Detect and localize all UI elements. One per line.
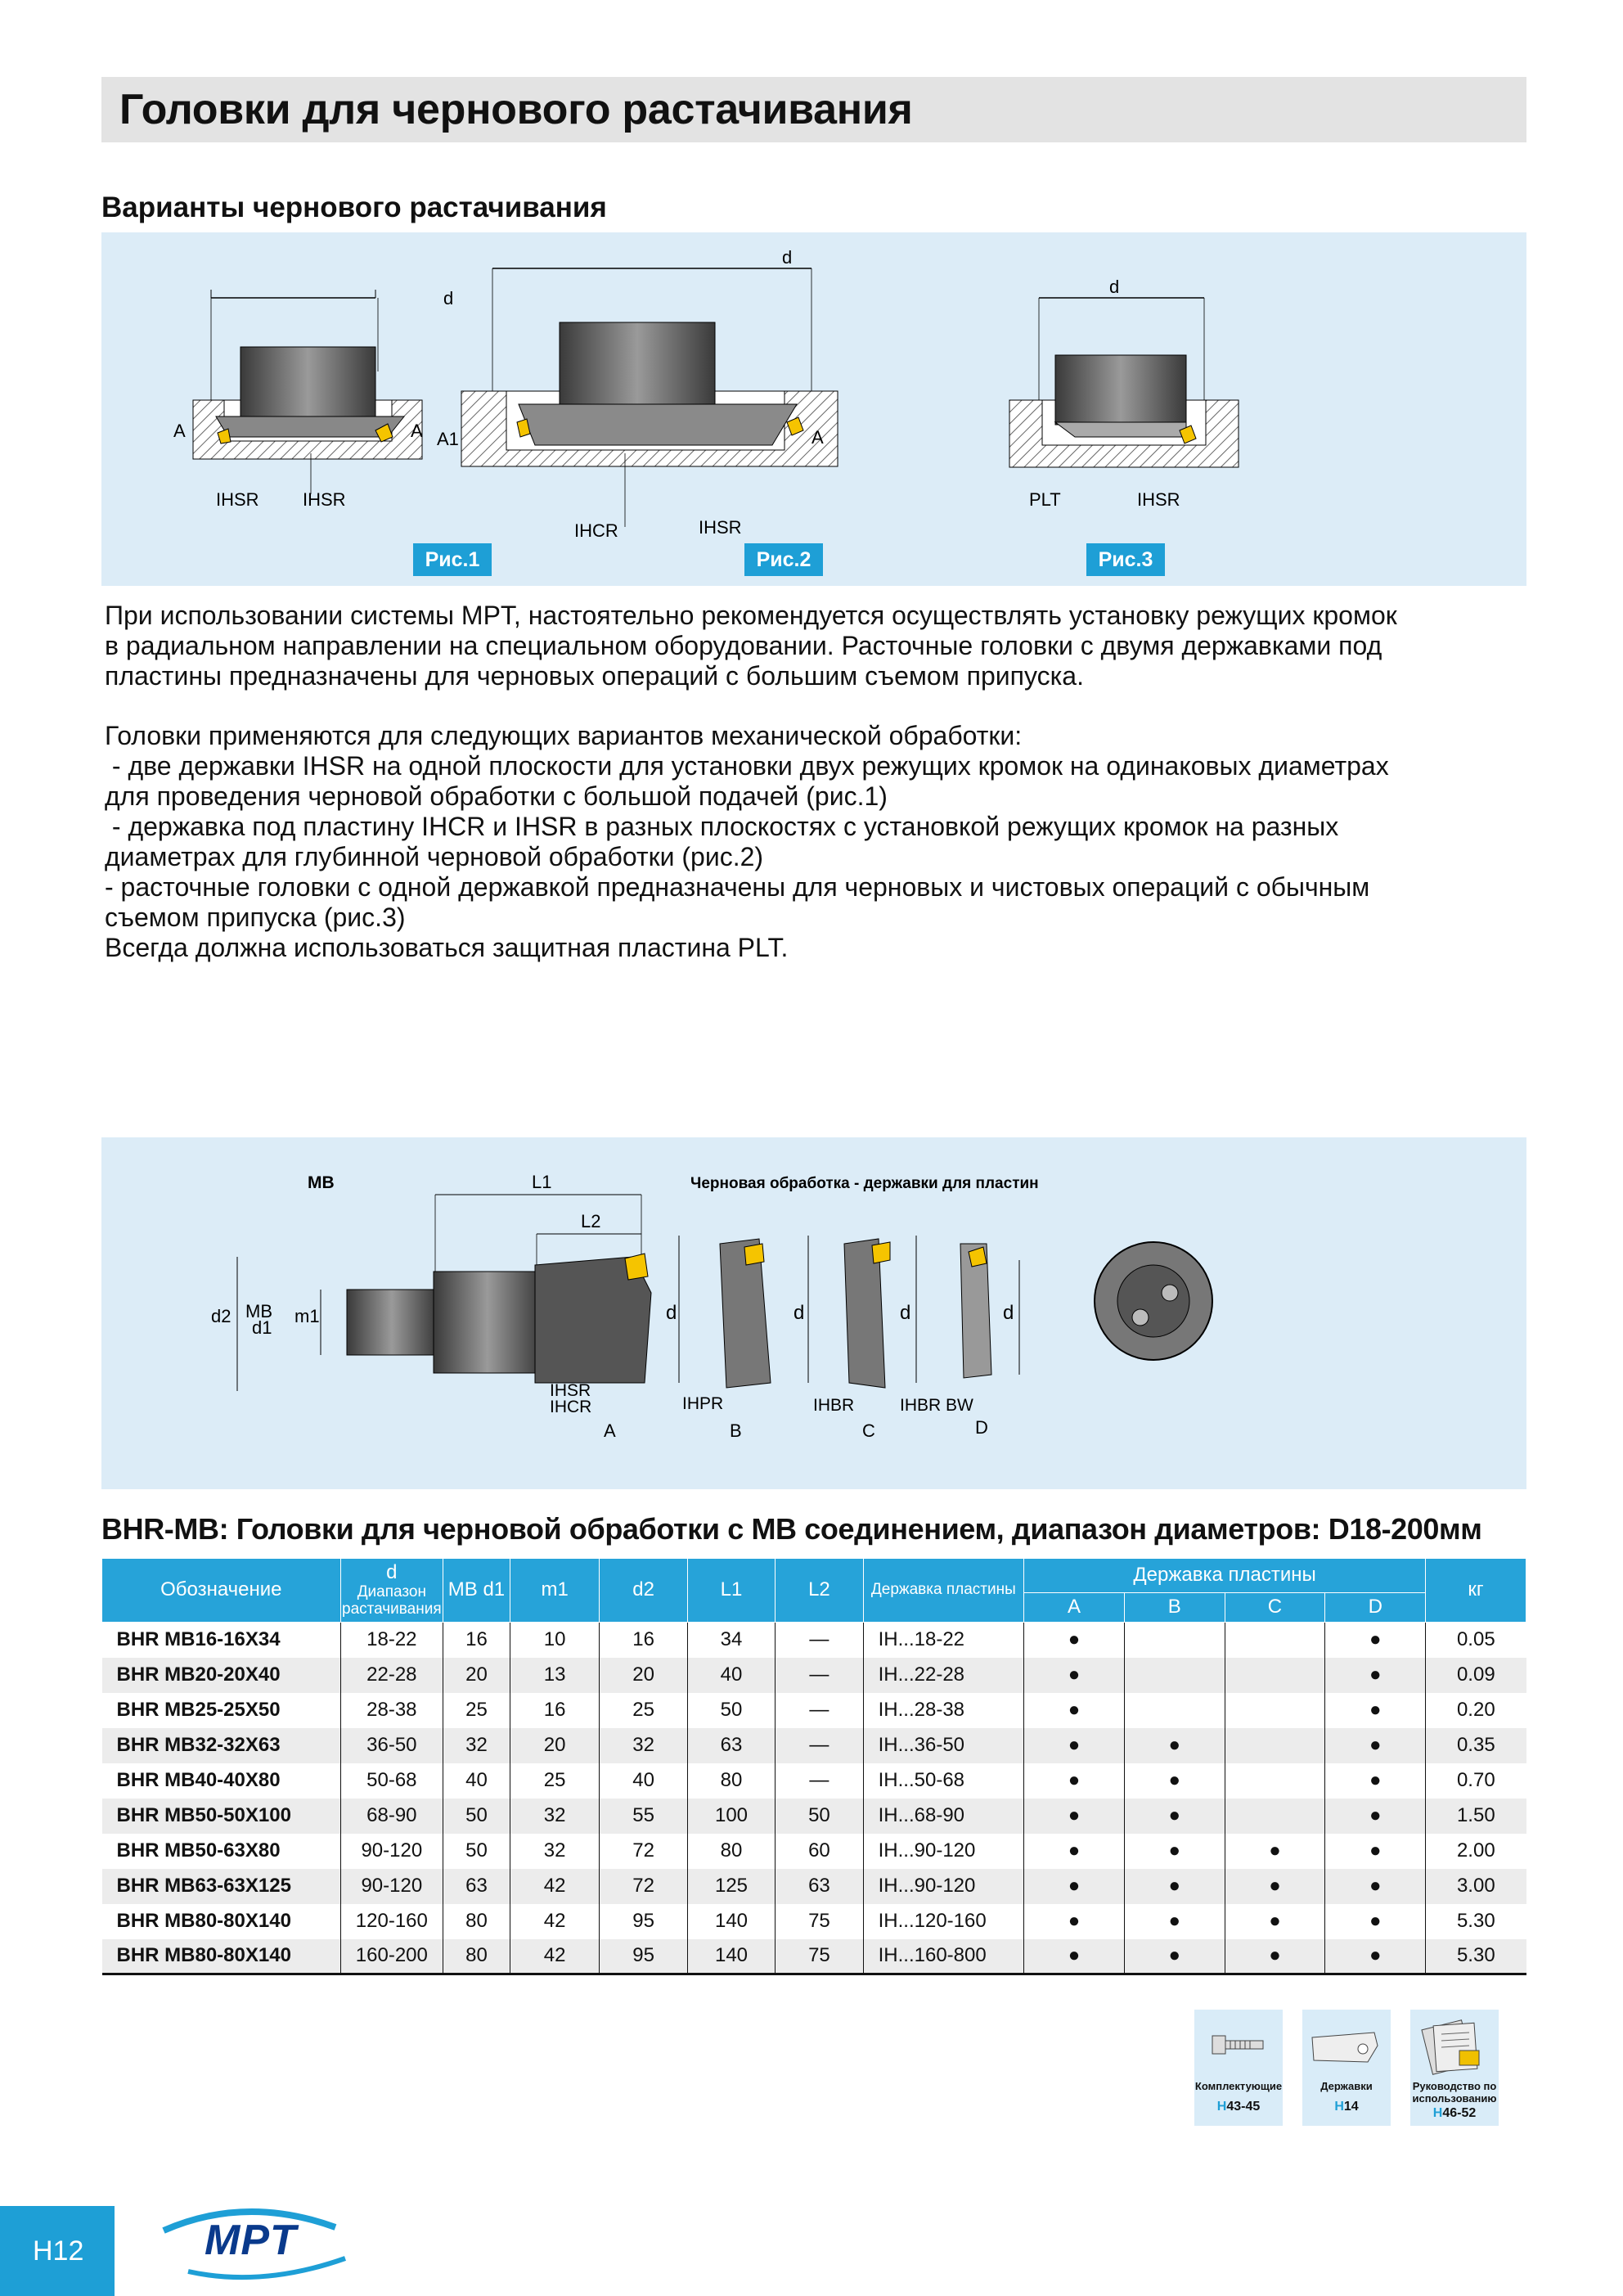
table-cell: ● <box>1325 1763 1426 1799</box>
fig3-ihsr: IHSR <box>1137 489 1180 510</box>
table-cell: 50-68 <box>340 1763 443 1799</box>
table-cell: 40 <box>443 1763 510 1799</box>
table-cell: ● <box>1225 1834 1325 1869</box>
table-cell: 2.00 <box>1426 1834 1526 1869</box>
ihbr-bw-label: IHBR BW <box>900 1396 973 1415</box>
fig1-ihsr-left: IHSR <box>216 489 259 510</box>
table-cell: 16 <box>510 1693 599 1728</box>
d2-label: d2 <box>211 1306 232 1326</box>
table-cell: IH...18-22 <box>863 1623 1023 1658</box>
th-l1: L1 <box>687 1559 775 1623</box>
table-cell <box>1124 1693 1225 1728</box>
mb-drawing-panel <box>101 1137 1526 1489</box>
table-cell: ● <box>1325 1834 1426 1869</box>
table-cell: ● <box>1225 1904 1325 1939</box>
mb-caption: Черновая обработка - державки для пластин <box>690 1175 1039 1192</box>
table-cell: IH...22-28 <box>863 1658 1023 1693</box>
para2-line: для проведения черновой обработки с большой подачей (рис.1) <box>105 781 888 811</box>
description-para2 <box>105 721 1528 963</box>
table-cell: ● <box>1325 1623 1426 1658</box>
table-cell: — <box>776 1763 863 1799</box>
table-row <box>102 1658 1526 1693</box>
table-cell: ● <box>1325 1658 1426 1693</box>
table-cell: 0.70 <box>1426 1763 1526 1799</box>
fig2-ihcr: IHCR <box>574 520 618 541</box>
table-cell: 42 <box>510 1904 599 1939</box>
table-row <box>102 1834 1526 1869</box>
d-letter-label: D <box>975 1417 988 1438</box>
table-cell: ● <box>1024 1869 1125 1904</box>
table-cell: ● <box>1024 1693 1125 1728</box>
fig2-ihsr: IHSR <box>699 517 742 538</box>
cell-designation: BHR MB80-80X140 <box>116 1910 291 1932</box>
th-holder-group: Державка пластины <box>1024 1559 1426 1593</box>
table-cell: 20 <box>600 1658 687 1693</box>
th-d-letter: d <box>386 1561 398 1584</box>
table-cell: 50 <box>776 1799 863 1834</box>
table-cell: ● <box>1024 1728 1125 1763</box>
table-cell: — <box>776 1728 863 1763</box>
table-cell <box>1225 1693 1325 1728</box>
cell-designation: BHR MB50-50X100 <box>102 1799 341 1834</box>
th-d2: d2 <box>600 1559 687 1623</box>
table-cell: 32 <box>443 1728 510 1763</box>
table-cell: 63 <box>776 1869 863 1904</box>
table-row <box>102 1693 1526 1728</box>
c-label: C <box>862 1420 875 1441</box>
table-row <box>102 1939 1526 1974</box>
table-cell: IH...120-160 <box>863 1904 1023 1939</box>
table-cell: 90-120 <box>340 1869 443 1904</box>
ref-holders-code <box>1302 2100 1391 2114</box>
table-cell: 140 <box>687 1904 775 1939</box>
th-a: A <box>1024 1593 1125 1623</box>
table-cell <box>1225 1799 1325 1834</box>
para2-line: Всегда должна использоваться защитная пластина PLT. <box>105 933 789 962</box>
ref-manual-pages: 46-52 <box>1442 2106 1477 2120</box>
ref-manual[interactable] <box>1410 2010 1499 2126</box>
table-cell: ● <box>1024 1658 1125 1693</box>
table-cell: 25 <box>600 1693 687 1728</box>
spec-table <box>101 1558 1526 1975</box>
table-cell: ● <box>1325 1939 1426 1974</box>
table-cell: ● <box>1325 1869 1426 1904</box>
table-cell: 60 <box>776 1834 863 1869</box>
cell-designation: BHR MB32-32X63 <box>102 1728 341 1763</box>
table-cell: 0.05 <box>1426 1623 1526 1658</box>
para1-line: При использовании системы MPT, настоятельно рекомендуется осуществлять установку режущих кромок <box>105 601 1397 630</box>
ref-accessories-code <box>1194 2100 1283 2114</box>
ref-holders-pages: 14 <box>1343 2100 1359 2114</box>
table-cell: ● <box>1124 1939 1225 1974</box>
variants-heading: Варианты чернового растачивания <box>101 191 607 223</box>
table-cell: ● <box>1124 1834 1225 1869</box>
holder-icon <box>1302 2016 1391 2073</box>
table-cell: — <box>776 1658 863 1693</box>
l1-label: L1 <box>532 1172 552 1192</box>
d-label-b: d <box>794 1302 805 1324</box>
variants-figure-panel <box>101 232 1526 586</box>
table-cell: ● <box>1325 1693 1426 1728</box>
table-cell: 75 <box>776 1904 863 1939</box>
table-cell: 34 <box>687 1623 775 1658</box>
table-cell: 140 <box>687 1939 775 1974</box>
cell-designation: BHR MB20-20X40 <box>102 1658 341 1693</box>
table-cell: ● <box>1225 1869 1325 1904</box>
table-cell: 100 <box>687 1799 775 1834</box>
table-cell: 32 <box>510 1799 599 1834</box>
table-cell: 120-160 <box>340 1904 443 1939</box>
table-cell: 22-28 <box>340 1658 443 1693</box>
table-cell: IH...90-120 <box>863 1869 1023 1904</box>
ref-holders[interactable] <box>1302 2010 1391 2126</box>
fig3-d-label: d <box>1109 277 1120 297</box>
table-cell: 36-50 <box>340 1728 443 1763</box>
ref-manual-label: Руководство по использованию <box>1412 2080 1497 2105</box>
table-cell: 16 <box>600 1623 687 1658</box>
table-cell: ● <box>1024 1834 1125 1869</box>
ihpr-label: IHPR <box>682 1394 724 1413</box>
table-cell <box>1225 1658 1325 1693</box>
fig1-badge: Рис.1 <box>413 543 492 576</box>
cell-designation: BHR MB50-63X80 <box>116 1839 281 1862</box>
table-cell: — <box>776 1693 863 1728</box>
table-cell: 0.09 <box>1426 1658 1526 1693</box>
a-label: A <box>604 1420 616 1441</box>
table-cell: IH...68-90 <box>863 1799 1023 1834</box>
th-holder-col: Державка пластины <box>863 1559 1023 1623</box>
screw-icon <box>1194 2018 1283 2075</box>
l2-label: L2 <box>581 1211 601 1231</box>
table-cell: 40 <box>687 1658 775 1693</box>
th-d <box>340 1559 443 1623</box>
ref-accessories-label: Комплектующие <box>1194 2080 1283 2092</box>
table-cell: ● <box>1124 1763 1225 1799</box>
th-range: Диапазон растачивания <box>342 1582 442 1618</box>
d-label-a: d <box>666 1302 677 1324</box>
table-cell: 80 <box>687 1763 775 1799</box>
fig2-a-label: A <box>812 427 824 448</box>
d-label-d: d <box>1003 1302 1014 1324</box>
page-number: H12 <box>0 2206 115 2296</box>
th-kg: кг <box>1426 1559 1526 1623</box>
ref-manual-code <box>1410 2106 1499 2121</box>
table-cell: 3.00 <box>1426 1869 1526 1904</box>
ihsr-label: IHSR <box>550 1381 591 1400</box>
table-cell: 75 <box>776 1939 863 1974</box>
fig1-ihsr-right: IHSR <box>303 489 346 510</box>
table-cell <box>1225 1623 1325 1658</box>
para1-line: пластины предназначены для черновых операций с большим съемом припуска. <box>105 661 1084 691</box>
table-cell: ● <box>1325 1904 1426 1939</box>
th-dcol: D <box>1325 1593 1426 1623</box>
d1-label: d1 <box>252 1317 272 1338</box>
table-cell: 28-38 <box>340 1693 443 1728</box>
table-row <box>102 1904 1526 1939</box>
table-cell: 42 <box>510 1939 599 1974</box>
fig1-drawing <box>173 288 453 510</box>
table-cell: ● <box>1024 1904 1125 1939</box>
ihbr-label: IHBR <box>813 1396 855 1415</box>
table-cell: 50 <box>443 1834 510 1869</box>
table-cell: IH...50-68 <box>863 1763 1023 1799</box>
title-bar <box>101 77 1526 142</box>
table-cell: ● <box>1124 1869 1225 1904</box>
th-b: B <box>1124 1593 1225 1623</box>
table-row <box>102 1763 1526 1799</box>
fig1-d-label: d <box>443 288 454 308</box>
para2-line: съемом припуска (рис.3) <box>105 903 406 932</box>
table-cell: 5.30 <box>1426 1939 1526 1974</box>
table-cell: ● <box>1325 1799 1426 1834</box>
table-cell: IH...28-38 <box>863 1693 1023 1728</box>
table-cell: ● <box>1024 1939 1125 1974</box>
table-cell: 18-22 <box>340 1623 443 1658</box>
ihcr-label: IHCR <box>550 1398 592 1416</box>
table-cell: 55 <box>600 1799 687 1834</box>
th-m1: m1 <box>510 1559 599 1623</box>
th-designation: Обозначение <box>102 1559 341 1623</box>
table-cell: 20 <box>443 1658 510 1693</box>
th-l2: L2 <box>776 1559 863 1623</box>
ref-holders-label: Державки <box>1320 2080 1373 2092</box>
table-cell <box>1124 1623 1225 1658</box>
table-cell: 10 <box>510 1623 599 1658</box>
fig2-a1-label: A1 <box>437 429 459 449</box>
mb-diagram <box>101 1137 1526 1489</box>
table-cell: ● <box>1024 1763 1125 1799</box>
page-title: Головки для чернового растачивания <box>119 86 913 133</box>
table-cell: 50 <box>443 1799 510 1834</box>
table-cell: ● <box>1024 1623 1125 1658</box>
description-para1 <box>105 601 1528 691</box>
table-row <box>102 1869 1526 1904</box>
fig3-badge: Рис.3 <box>1086 543 1165 576</box>
th-mb-d1: MB d1 <box>443 1559 510 1623</box>
table-row <box>102 1623 1526 1658</box>
table-cell <box>1124 1658 1225 1693</box>
para2-line: - расточные головки с одной державкой предназначены для черновых и чистовых операций с обычным <box>105 872 1370 902</box>
mpt-logo <box>155 2198 352 2288</box>
variants-diagram <box>101 232 1526 586</box>
spec-table-body <box>102 1623 1526 1974</box>
table-cell: 63 <box>443 1869 510 1904</box>
fig1-a-left: A <box>173 421 186 441</box>
ref-accessories[interactable] <box>1194 2010 1283 2126</box>
table-cell: ● <box>1225 1939 1325 1974</box>
fig3-plt: PLT <box>1029 489 1061 510</box>
mb-label: MB <box>308 1173 335 1192</box>
para2-line: диаметрах для глубинной черновой обработки (рис.2) <box>105 842 764 871</box>
table-cell: 80 <box>687 1834 775 1869</box>
ref-accessories-h: H <box>1216 2100 1227 2114</box>
table-cell: 13 <box>510 1658 599 1693</box>
table-cell: 25 <box>443 1693 510 1728</box>
ref-manual-h: H <box>1432 2106 1443 2120</box>
table-cell: 5.30 <box>1426 1904 1526 1939</box>
table-cell: 160-200 <box>340 1939 443 1974</box>
table-row <box>102 1799 1526 1834</box>
table-cell: — <box>776 1623 863 1658</box>
table-cell: ● <box>1124 1728 1225 1763</box>
th-c: C <box>1225 1593 1325 1623</box>
table-cell: 16 <box>443 1623 510 1658</box>
manual-icon <box>1410 2013 1499 2078</box>
table-cell <box>1225 1763 1325 1799</box>
table-cell: 63 <box>687 1728 775 1763</box>
para2-line: - две державки IHSR на одной плоскости для установки двух режущих кромок на одинаковых диаметрах <box>105 751 1389 781</box>
table-cell: 95 <box>600 1904 687 1939</box>
table-cell: IH...36-50 <box>863 1728 1023 1763</box>
cell-designation: BHR MB80-80X140 <box>102 1939 341 1974</box>
table-cell: ● <box>1124 1904 1225 1939</box>
table-cell: 1.50 <box>1426 1799 1526 1834</box>
table-cell: 125 <box>687 1869 775 1904</box>
table-cell: 20 <box>510 1728 599 1763</box>
table-cell: 80 <box>443 1904 510 1939</box>
cell-designation: BHR MB25-25X50 <box>116 1699 281 1721</box>
ref-holders-h: H <box>1334 2100 1344 2114</box>
cell-designation: BHR MB63-63X125 <box>102 1869 341 1904</box>
b-label: B <box>730 1420 742 1441</box>
m1-label: m1 <box>294 1306 320 1326</box>
table-title: BHR-MB: Головки для черновой обработки с MB соединением, диапазон диаметров: D18-200мм <box>101 1512 1482 1546</box>
table-cell: IH...160-800 <box>863 1939 1023 1974</box>
ref-accessories-pages: 43-45 <box>1226 2100 1261 2114</box>
table-cell: 50 <box>687 1693 775 1728</box>
table-cell: 72 <box>600 1869 687 1904</box>
table-cell: 95 <box>600 1939 687 1974</box>
cell-designation: BHR MB16-16X34 <box>116 1628 281 1651</box>
table-row <box>102 1728 1526 1763</box>
table-cell: ● <box>1325 1728 1426 1763</box>
mb-d-label: MB <box>245 1301 272 1321</box>
table-cell: 90-120 <box>340 1834 443 1869</box>
para2-line: - державка под пластину IHCR и IHSR в разных плоскостях с установкой режущих кромок на разных <box>105 812 1339 841</box>
fig1-a-right: A <box>411 421 423 441</box>
table-cell <box>1225 1728 1325 1763</box>
table-cell: 32 <box>600 1728 687 1763</box>
para2-line: Головки применяются для следующих вариантов механической обработки: <box>105 721 1023 750</box>
table-cell: 42 <box>510 1869 599 1904</box>
para1-line: в радиальном направлении на специальном оборудовании. Расточные головки с двумя державками под <box>105 631 1382 660</box>
table-cell: 72 <box>600 1834 687 1869</box>
table-cell: 25 <box>510 1763 599 1799</box>
table-cell: 0.35 <box>1426 1728 1526 1763</box>
fig2-drawing <box>437 247 838 541</box>
fig2-d-label: d <box>782 247 793 268</box>
table-cell: 32 <box>510 1834 599 1869</box>
table-cell: 80 <box>443 1939 510 1974</box>
table-cell: 40 <box>600 1763 687 1799</box>
mpt-logo-text: MPT <box>205 2217 297 2264</box>
table-cell: 0.20 <box>1426 1693 1526 1728</box>
cell-designation: BHR MB40-40X80 <box>116 1769 281 1791</box>
table-cell: ● <box>1024 1799 1125 1834</box>
table-cell: ● <box>1124 1799 1225 1834</box>
d-label-c: d <box>900 1302 911 1324</box>
table-cell: IH...90-120 <box>863 1834 1023 1869</box>
fig2-badge: Рис.2 <box>744 543 823 576</box>
fig3-drawing <box>1009 277 1239 510</box>
table-cell: 68-90 <box>340 1799 443 1834</box>
